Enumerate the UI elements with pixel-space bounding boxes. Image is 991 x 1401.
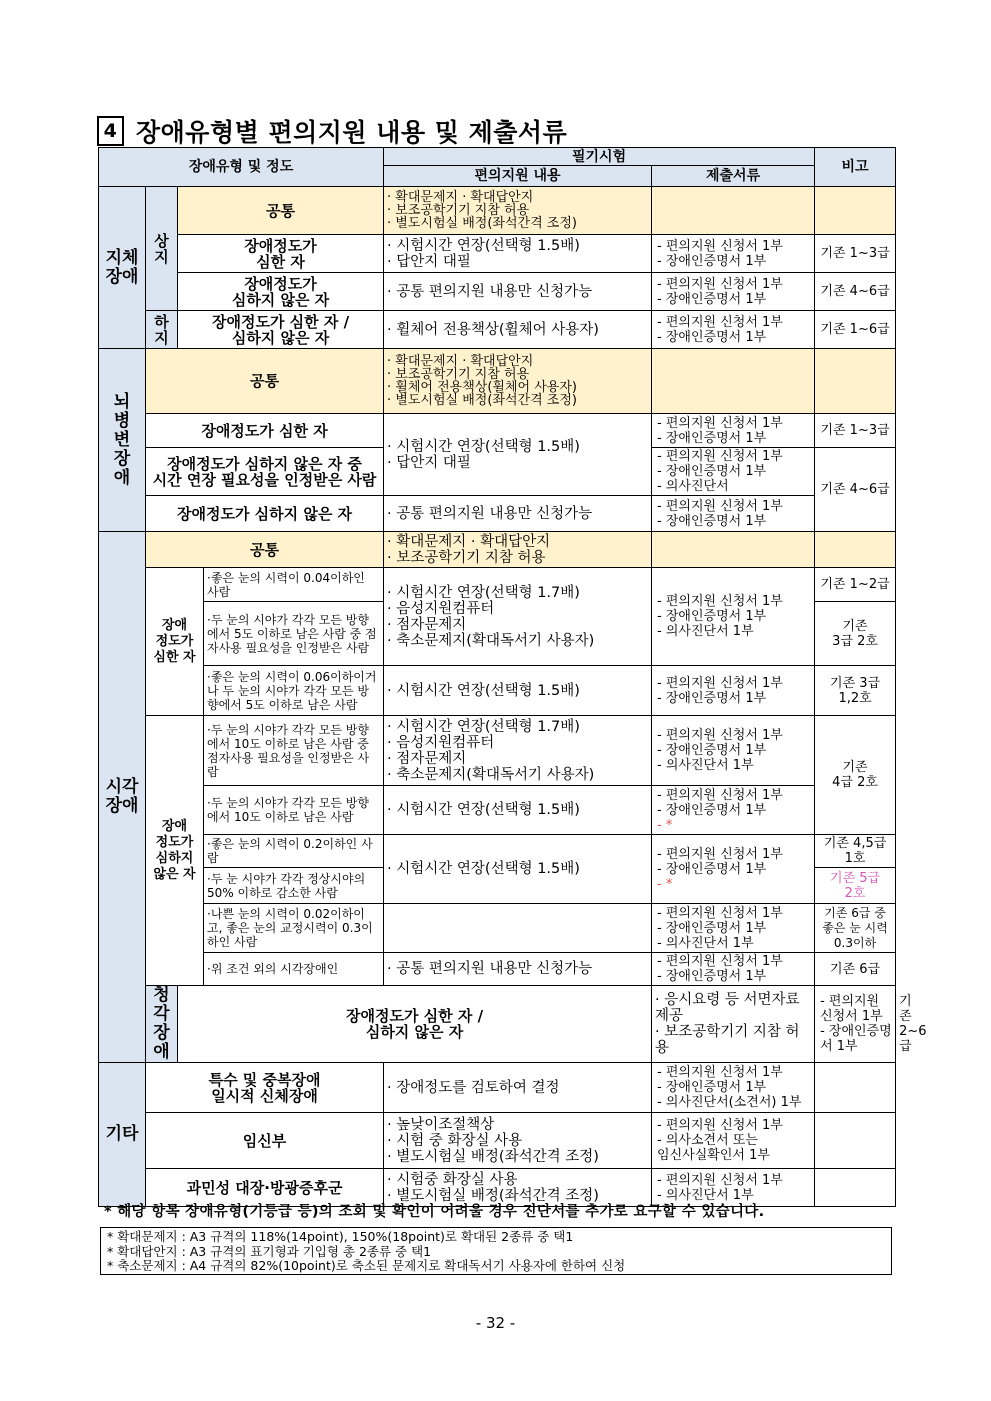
physical-severe-remark: 기존 1~3급 (815, 235, 896, 273)
etc-pregnant-support: · 높낮이조절책상 · 시험 중 화장실 사용 · 별도시험실 배정(좌석간격 조정) (384, 1113, 652, 1169)
visual-m2-condition: ·두 눈의 시야가 각각 모든 방향에서 10도 이하로 남은 사람 (204, 786, 384, 835)
visual-m6-remark: 기존 6급 (815, 953, 896, 986)
page-number: - 32 - (475, 1314, 516, 1332)
brain-common-docs (652, 349, 815, 414)
visual-m5-remark: 기존 6급 중 좋은 눈 시력 0.3이하 (815, 904, 896, 953)
visual-s12-support: · 시험시간 연장(선택형 1.7배) · 음성지원컴퓨터 · 점자문제지 · 축소문제지(확대독서기 사용자) (384, 568, 652, 666)
etc-special-support: · 장애정도를 검토하여 결정 (384, 1063, 652, 1113)
etc-ibs-remark (815, 1169, 896, 1207)
visual-m2-star: - * (657, 817, 673, 833)
visual-s2-condition: ·두 눈의 시야가 각각 모든 방향에서 5도 이하로 남은 사람 중 점자사용 필요성을 인정받은 사람 (204, 602, 384, 666)
visual-m1-support: · 시험시간 연장(선택형 1.7배) · 음성지원컴퓨터 · 점자문제지 · 축소문제지(확대독서기 사용자) (384, 716, 652, 786)
visual-m3-docs: - 편의지원 신청서 1부 - 장애인증명서 1부 (657, 846, 783, 877)
note-enlarged-exam: * 확대문제지 : A3 규격의 118%(14point), 150%(18point)로 확대된 2종류 중 택1 (107, 1229, 574, 1244)
visual-m6-docs: - 편의지원 신청서 1부 - 장애인증명서 1부 (652, 953, 815, 986)
physical-common-docs (652, 187, 815, 235)
visual-common-support: · 확대문제지 · 확대답안지 · 보조공학기기 지참 허용 (384, 532, 652, 568)
physical-common-support: · 확대문제지 · 확대답안지 · 보조공학기기 지참 허용 · 별도시험실 배정(좌석간격 조정) (384, 187, 652, 235)
physical-severe-docs: - 편의지원 신청서 1부 - 장애인증명서 1부 (652, 235, 815, 273)
visual-m6-support: · 공통 편의지원 내용만 신청가능 (384, 953, 652, 986)
brain-extension-label: 장애정도가 심하지 않은 자 중 시간 연장 필요성을 인정받은 사람 (146, 448, 384, 496)
visual-m1-docs: - 편의지원 신청서 1부 - 장애인증명서 1부 - 의사진단서 1부 (652, 716, 815, 786)
category-visual: 시각 장애 (99, 532, 146, 1063)
visual-common-remark (815, 532, 896, 568)
visual-m12-remark: 기존 4급 2호 (815, 716, 896, 835)
header-type-grade: 장애유형 및 정도 (99, 148, 384, 187)
physical-lower-support: · 휠체어 전용책상(휠체어 사용자) (384, 311, 652, 349)
visual-m3-star: - * (657, 876, 673, 892)
brain-mild-docs: - 편의지원 신청서 1부 - 장애인증명서 1부 (652, 496, 815, 532)
etc-ibs-label: 과민성 대장·방광증후군 (146, 1169, 384, 1207)
visual-s1-remark: 기존 1~2급 (815, 568, 896, 602)
visual-s12-docs: - 편의지원 신청서 1부 - 장애인증명서 1부 - 의사진단서 1부 (652, 568, 815, 666)
visual-m5-support (384, 904, 652, 953)
physical-mild-docs: - 편의지원 신청서 1부 - 장애인증명서 1부 (652, 273, 815, 311)
category-physical: 지체 장애 (99, 187, 146, 349)
visual-m5-condition: ·나쁜 눈의 시력이 0.02이하이고, 좋은 눈의 교정시력이 0.3이하인 사람 (204, 904, 384, 953)
visual-m1-condition: ·두 눈의 시야가 각각 모든 방향에서 10도 이하로 남은 사람 중 점자사용 필요성을 인정받은 사람 (204, 716, 384, 786)
header-support: 편의지원 내용 (384, 166, 652, 187)
physical-severe-label: 장애정도가 심한 자 (178, 235, 384, 273)
category-etc: 기타 (99, 1063, 146, 1207)
physical-lower-limb: 하 지 (146, 311, 178, 349)
section-title (97, 113, 567, 149)
visual-m2-support: · 시험시간 연장(선택형 1.5배) (384, 786, 652, 835)
etc-ibs-support: · 시험중 화장실 사용 · 별도시험실 배정(좌석간격 조정) (384, 1169, 652, 1207)
hearing-docs: - 편의지원 신청서 1부 - 장애인증명서 1부 (815, 986, 896, 1063)
visual-s1-condition: ·좋은 눈의 시력이 0.04이하인 사람 (204, 568, 384, 602)
physical-lower-label: 장애정도가 심한 자 / 심하지 않은 자 (178, 311, 384, 349)
brain-severe-docs: - 편의지원 신청서 1부 - 장애인증명서 1부 (652, 414, 815, 448)
visual-s3-remark: 기존 3급 1,2호 (815, 666, 896, 716)
visual-m2-docs: - 편의지원 신청서 1부 - 장애인증명서 1부 (657, 787, 783, 818)
visual-m3-remark: 기존 4,5급 1호 (815, 835, 896, 868)
support-table: 장애유형 및 정도 필기시험 비고 편의지원 내용 제출서류 지체 장애 상 지 공통 · 확대문제지 · 확대답안지 · 보조공학기기 지참 허용 · 별도시험실 배정(좌석간격 조정) 장애정도가 심한 자 · 시험시간 연장(선택형 1.5배) · 답안지 대필 - 편의지원 신청서 1부 - 장애인증명서 1부 기존 1~3급 장애정도가 심하지 않은 자 · 공통 편의지원 내용만 신청가능 - 편의지원 신청서 1부 - 장애인증명서 1부 기존 4~6급 하 지 장애정도가 심한 자 / 심하지 않은 자 · 휠체어 전용책상(휠체어 사용자) - 편의지원 신청서 1부 - 장애인증명서 1부 기존 1~6급 뇌 병 변 장 애 공통 · 확대문제지 · 확대답안지 · 보조공학기기 지참 허용 · 휠체어 전용책상(휠체어 사용자) · 별도시험실 배정(좌석간격 조정) 장애정도가 심한 자 · 시험시간 연장(선택형 1.5배) · 답안지 대필 - 편의지원 신청서 1부 - 장애인증명서 1부 기존 1~3급 장애정도가 심하지 않은 자 중 시간 연장 필요성을 인정받은 사람 - 편의지원 신청서 1부 - 장애인증명서 1부 - 의사진단서 기존 4~6급 장애정도가 심하지 않은 자 · 공통 편의지원 내용만 신청가능 - 편의지원 신청서 1부 - 장애인증명서 1부 시각 장애 공통 · 확대문제지 · 확대답안지 · 보조공학기기 지참 허용 장애 정도가 심한 자 ·좋은 눈의 시력이 0.04이하인 사람 · 시험시간 연장(선택형 1.7배) · 음성지원컴퓨터 · 점자문제지 · 축소문제지(확대독서기 사용자) - 편의지원 신청서 1부 - 장애인증명서 1부 - 의사진단서 1부 기존 1~2급 ·두 눈의 시야가 각각 모든 방향에서 5도 이하로 남은 사람 중 점자사용 필요성을 인정받은 사람 기존 3급 2호 ·좋은 눈의 시력이 0.06이하이거나 두 눈의 시야가 각각 모든 방향에서 5도 이하로 남은 사람 · 시험시간 연장(선택형 1.5배) - 편의지원 신청서 1부 - 장애인증명서 1부 기존 3급 1,2호 장애 정도가 심하지 않은 자 ·두 눈의 시야가 각각 모든 방향에서 10도 이하로 남은 사람 중 점자사용 필요성을 인정받은 사람 · 시험시간 연장(선택형 1.7배) · 음성지원컴퓨터 · 점자문제지 · 축소문제지(확대독서기 사용자) - 편의지원 신청서 1부 - 장애인증명서 1부 - 의사진단서 1부 기존 4급 2호 ·두 눈의 시야가 각각 모든 방향에서 10도 이하로 남은 사람 · 시험시간 연장(선택형 1.5배) - 편의지원 신청서 1부 - 장애인증명서 1부 - * ·좋은 눈의 시력이 0.2이하인 사람 · 시험시간 연장(선택형 1.5배) - 편의지원 신청서 1부 - 장애인증명서 1부 - * 기존 4,5급 1호 ·두 눈 시야가 각각 정상시야의 50% 이하로 감소한 사람 기존 5급 2호 ·나쁜 눈의 시력이 0.02이하이고, 좋은 눈의 교정시력이 0.3이하인 사람 - 편의지원 신청서 1부 - 장애인증명서 1부 - 의사진단서 1부 기존 6급 중 좋은 눈 시력 0.3이하 ·위 조건 외의 시각장애인 · 공통 편의지원 내용만 신청가능 - 편의지원 신청서 1부 - 장애인증명서 1부 기존 6급 청각 장애 장애정도가 심한 자 / 심하지 않은 자 · 응시요령 등 서면자료 제공 · 보조공학기기 지참 허용 - 편의지원 신청서 1부 - 장애인증명서 1부 기존 2~6급 기타 특수 및 중복장애 일시적 신체장애 · 장애정도를 검토하여 결정 - 편의지원 신청서 1부 - 장애인증명서 1부 - 의사진단서(소견서) 1부 임신부 · 높낮이조절책상 · 시험 중 화장실 사용 · 별도시험실 배정(좌석간격 조정) - 편의지원 신청서 1부 - 의사소견서 또는 임신사실확인서 1부 과민성 대장·방광증후군 · 시험중 화장실 사용 · 별도시험실 배정(좌석간격 조정) - 편의지원 신청서 1부 - 의사진단서 1부 (98, 147, 896, 1207)
brain-common-support: · 확대문제지 · 확대답안지 · 보조공학기기 지참 허용 · 휠체어 전용책상(휠체어 사용자) · 별도시험실 배정(좌석간격 조정) (384, 349, 652, 414)
etc-ibs-docs: - 편의지원 신청서 1부 - 의사진단서 1부 (652, 1169, 815, 1207)
section-title-text: 장애유형별 편의지원 내용 및 제출서류 (136, 118, 568, 147)
header-remark: 비고 (815, 148, 896, 187)
visual-m3-docs-cell (652, 835, 815, 904)
header-docs: 제출서류 (652, 166, 815, 187)
visual-m2-docs-cell (652, 786, 815, 835)
hearing-support: · 응시요령 등 서면자료 제공 · 보조공학기기 지참 허용 (652, 986, 815, 1063)
etc-pregnant-docs: - 편의지원 신청서 1부 - 의사소견서 또는 임신사실확인서 1부 (652, 1113, 815, 1169)
physical-severe-support: · 시험시간 연장(선택형 1.5배) · 답안지 대필 (384, 235, 652, 273)
visual-m345-support: · 시험시간 연장(선택형 1.5배) (384, 835, 652, 904)
category-hearing: 청각 장애 (146, 986, 178, 1063)
physical-mild-remark: 기존 4~6급 (815, 273, 896, 311)
brain-common-label: 공통 (146, 349, 384, 414)
brain-severe-label: 장애정도가 심한 자 (146, 414, 384, 448)
visual-m4-remark: 기존 5급 2호 (815, 868, 896, 904)
brain-shared-support: · 시험시간 연장(선택형 1.5배) · 답안지 대필 (384, 414, 652, 496)
visual-mild-group: 장애 정도가 심하지 않은 자 (146, 716, 204, 986)
etc-special-label: 특수 및 중복장애 일시적 신체장애 (146, 1063, 384, 1113)
physical-common-label: 공통 (178, 187, 384, 235)
category-brain: 뇌 병 변 장 애 (99, 349, 146, 532)
visual-s2-remark: 기존 3급 2호 (815, 602, 896, 666)
physical-mild-label: 장애정도가 심하지 않은 자 (178, 273, 384, 311)
brain-mild-remark: 기존 4~6급 (815, 448, 896, 532)
physical-lower-docs: - 편의지원 신청서 1부 - 장애인증명서 1부 (652, 311, 815, 349)
visual-m3-condition: ·좋은 눈의 시력이 0.2이하인 사람 (204, 835, 384, 868)
visual-s3-docs: - 편의지원 신청서 1부 - 장애인증명서 1부 (652, 666, 815, 716)
physical-mild-support: · 공통 편의지원 내용만 신청가능 (384, 273, 652, 311)
section-number-box: 4 (97, 116, 124, 146)
brain-extension-docs: - 편의지원 신청서 1부 - 장애인증명서 1부 - 의사진단서 (652, 448, 815, 496)
visual-s3-condition: ·좋은 눈의 시력이 0.06이하이거나 두 눈의 시야가 각각 모든 방향에서 5도 이하로 남은 사람 (204, 666, 384, 716)
physical-lower-remark: 기존 1~6급 (815, 311, 896, 349)
notes-box (100, 1227, 892, 1275)
etc-pregnant-label: 임신부 (146, 1113, 384, 1169)
etc-pregnant-remark (815, 1113, 896, 1169)
note-reduced-exam: * 축소문제지 : A4 규격의 82%(10point)로 축소된 문제지로 확대독서기 사용자에 한하여 신청 (107, 1258, 626, 1273)
visual-m5-docs: - 편의지원 신청서 1부 - 장애인증명서 1부 - 의사진단서 1부 (652, 904, 815, 953)
etc-special-docs: - 편의지원 신청서 1부 - 장애인증명서 1부 - 의사진단서(소견서) 1부 (652, 1063, 815, 1113)
visual-common-label: 공통 (146, 532, 384, 568)
brain-mild-label: 장애정도가 심하지 않은 자 (146, 496, 384, 532)
brain-mild-support: · 공통 편의지원 내용만 신청가능 (384, 496, 652, 532)
etc-special-remark (815, 1063, 896, 1113)
hearing-label: 장애정도가 심한 자 / 심하지 않은 자 (178, 986, 652, 1063)
footnote: * 해당 항목 장애유형(기등급 등)의 조회 및 확인이 어려울 경우 진단서를 추가로 요구할 수 있습니다. (104, 1204, 765, 1220)
physical-upper-limb: 상 지 (146, 187, 178, 311)
visual-s3-support: · 시험시간 연장(선택형 1.5배) (384, 666, 652, 716)
brain-common-remark (815, 349, 896, 414)
brain-severe-remark: 기존 1~3급 (815, 414, 896, 448)
visual-m4-condition: ·두 눈 시야가 각각 정상시야의 50% 이하로 감소한 사람 (204, 868, 384, 904)
header-written-exam: 필기시험 (384, 148, 815, 166)
physical-common-remark (815, 187, 896, 235)
visual-severe-group: 장애 정도가 심한 자 (146, 568, 204, 716)
visual-common-docs (652, 532, 815, 568)
visual-m6-condition: ·위 조건 외의 시각장애인 (204, 953, 384, 986)
note-enlarged-answer: * 확대답안지 : A3 규격의 표기형과 기입형 총 2종류 중 택1 (107, 1243, 432, 1259)
